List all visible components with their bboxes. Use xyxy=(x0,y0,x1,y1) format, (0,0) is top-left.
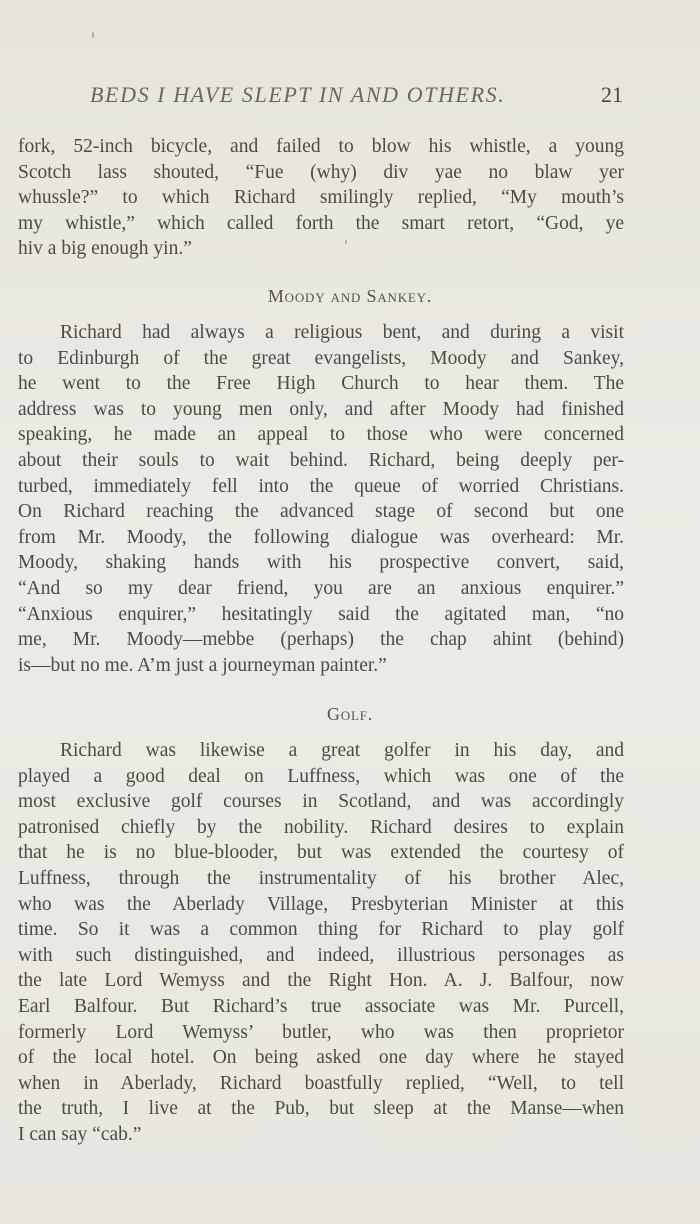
text-line: patronised chiefly by the nobility. Richard desires to explain xyxy=(18,816,624,838)
text-line: On Richard reaching the advanced stage of second but one xyxy=(18,501,624,523)
page-number: 21 xyxy=(601,82,623,107)
section-heading-golf: Golf. xyxy=(326,704,374,724)
text-line: hiv a big enough yin.” xyxy=(18,238,192,260)
text-line: about their souls to wait behind. Richard, being deeply per- xyxy=(18,449,624,471)
paragraph-golf xyxy=(18,738,624,1148)
text-line: Richard had always a religious bent, and during a visit xyxy=(60,322,624,343)
running-header xyxy=(90,82,623,110)
text-line: I can say “cab.” xyxy=(18,1123,142,1145)
text-line: whussle?” to which Richard smilingly replied, “My mouth’s xyxy=(18,187,624,209)
text-line: he went to the Free High Church to hear them. The xyxy=(18,373,624,395)
text-line: is—but no me. A’m just a journeyman painter.” xyxy=(18,654,387,676)
text-line: formerly Lord Wemyss’ butler, who was then proprietor xyxy=(18,1021,624,1043)
running-header-title: BEDS I HAVE SLEPT IN AND OTHERS. xyxy=(90,82,506,107)
text-line: Richard was likewise a great golfer in his day, and xyxy=(60,740,624,761)
paragraph-bicycle-anecdote xyxy=(18,134,624,262)
text-line: Moody, shaking hands with his prospective convert, said, xyxy=(18,552,624,574)
text-line: to Edinburgh of the great evangelists, Moody and Sankey, xyxy=(18,347,624,369)
text-line: speaking, he made an appeal to those who were concerned xyxy=(18,424,624,446)
text-line: from Mr. Moody, the following dialogue was overheard: Mr. xyxy=(18,526,624,548)
paragraph-moody-and-sankey xyxy=(18,320,624,678)
text-line: turbed, immediately fell into the queue of worried Christians. xyxy=(18,475,624,497)
text-line: with such distinguished, and indeed, illustrious personages as xyxy=(18,944,624,966)
text-line: time. So it was a common thing for Richard to play golf xyxy=(18,919,624,941)
text-line: “And so my dear friend, you are an anxious enquirer.” xyxy=(18,577,624,599)
paper-speck xyxy=(92,32,94,38)
text-line: played a good deal on Luffness, which was one of the xyxy=(18,765,624,787)
section-heading-moody-and-sankey: Moody and Sankey. xyxy=(267,286,433,306)
text-line: most exclusive golf courses in Scotland, and was accordingly xyxy=(18,791,624,813)
text-line: Luffness, through the instrumentality of his brother Alec, xyxy=(18,867,624,889)
text-line: “Anxious enquirer,” hesitatingly said the agitated man, “no xyxy=(18,603,624,625)
text-line: fork, 52-inch bicycle, and failed to blow his whistle, a young xyxy=(18,136,624,157)
text-line: the truth, I live at the Pub, but sleep at the Manse—when xyxy=(18,1098,624,1120)
text-line: who was the Aberlady Village, Presbyterian Minister at this xyxy=(18,893,624,915)
text-line: my whistle,” which called forth the smart retort, “God, ye xyxy=(18,212,624,234)
text-line: me, Mr. Moody—mebbe (perhaps) the chap ahint (behind) xyxy=(18,629,624,651)
text-line: the late Lord Wemyss and the Right Hon. A. J. Balfour, now xyxy=(18,970,624,992)
text-line: address was to young men only, and after Moody had finished xyxy=(18,398,624,420)
text-line: that he is no blue-blooder, but was extended the courtesy of xyxy=(18,842,624,864)
text-line: Earl Balfour. But Richard’s true associate was Mr. Purcell, xyxy=(18,995,624,1017)
text-line: Scotch lass shouted, “Fue (why) div yae no blaw yer xyxy=(18,161,624,183)
text-line: of the local hotel. On being asked one day where he stayed xyxy=(18,1047,624,1069)
text-line: when in Aberlady, Richard boastfully replied, “Well, to tell xyxy=(18,1072,624,1094)
